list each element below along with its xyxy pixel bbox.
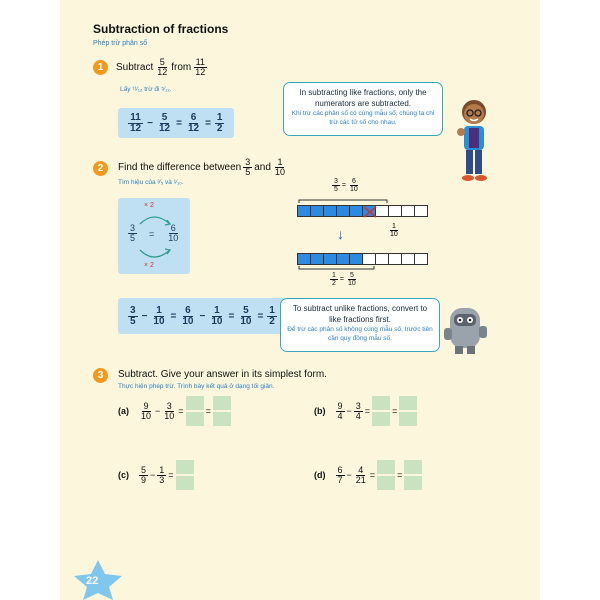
q2-bubble-text: To subtract unlike fractions, convert to like fractions first. xyxy=(292,304,428,324)
bar-cell xyxy=(323,253,337,265)
q1-bubble-text: In subtracting like fractions, only the numerators are subtracted. xyxy=(299,88,427,108)
question-1-vn: Lấy ¹¹⁄₁₂ trừ đi ⁵⁄₁₂. xyxy=(120,86,172,93)
q2-bubble-text-vn: Để trừ các phân số không cùng mẫu số, trước tiên cần quy đồng mẫu số. xyxy=(287,326,433,342)
robot-character-illustration xyxy=(442,302,490,358)
bar-cell xyxy=(388,253,402,265)
question-2-prompt xyxy=(118,158,289,177)
exercise-a: (a) $\frac{9}{10}$ − $\frac{3}{10}$ = = xyxy=(118,396,233,426)
q1-prompt-a: Subtract xyxy=(116,62,154,73)
exercise-d: (d) $\frac{6}{7}$ − $\frac{4}{21}$ = = xyxy=(314,460,424,490)
fraction-bar-1 xyxy=(298,205,428,217)
bar-cell xyxy=(297,205,311,217)
answer-box-b1[interactable] xyxy=(372,396,390,426)
bar-cell xyxy=(349,205,363,217)
bar-cell xyxy=(349,253,363,265)
question-3-number: 3 xyxy=(93,368,108,383)
answer-box-a1[interactable] xyxy=(186,396,204,426)
q1-eq-result: $\frac{1}{2}$ xyxy=(216,111,223,134)
bar-cell xyxy=(310,205,324,217)
fraction-bar-2 xyxy=(298,253,428,265)
q2-prompt-b: and xyxy=(254,162,271,173)
q2-fraction-2: $\frac{1}{10}$ xyxy=(274,157,285,177)
bar-cell xyxy=(297,253,311,265)
answer-box-d2[interactable] xyxy=(404,460,422,490)
bar-top-brace xyxy=(298,196,388,204)
q1-equation-box: $\frac{11}{12}$ − $\frac{5}{12}$ = $\frac{6}{12}$ = $\frac{1}{2}$ xyxy=(118,108,234,138)
q1-bubble-text-vn: Khi trừ các phân số có cùng mẫu số, chúng ta chỉ trừ các tử số cho nhau. xyxy=(291,110,435,126)
bar-cell xyxy=(401,253,415,265)
q2-prompt-a: Find the difference between xyxy=(118,162,242,173)
bar-cell xyxy=(375,253,389,265)
q1-eq-b: $\frac{5}{12}$ xyxy=(158,111,171,134)
bar-cell xyxy=(388,205,402,217)
bar-cell xyxy=(362,205,376,217)
q1-fraction-1: $\frac{5}{12}$ xyxy=(157,57,168,77)
bar-cell xyxy=(414,253,428,265)
q2-fraction-1: $\frac{3}{5}$ xyxy=(245,157,251,177)
answer-box-b2[interactable] xyxy=(399,396,417,426)
bar-cell xyxy=(323,205,337,217)
bar-top-label: $\frac{3}{5}$ = $\frac{6}{10}$ xyxy=(334,178,358,193)
q1-eq-c: $\frac{6}{12}$ xyxy=(187,111,200,134)
multiplier-top-label: × 2 xyxy=(144,202,154,209)
exercise-b: (b) $\frac{9}{4}$ − $\frac{3}{4}$ = = xyxy=(314,396,419,426)
bar-cross-label: $\frac{1}{10}$ xyxy=(390,223,398,239)
page-subtitle: Phép trừ phân số xyxy=(93,40,148,47)
question-1-number: 1 xyxy=(93,60,108,75)
answer-box-d1[interactable] xyxy=(377,460,395,490)
q2-speech-bubble xyxy=(280,298,440,352)
multiplier-bottom-label: × 2 xyxy=(144,262,154,269)
equivalent-fraction-equation: $\frac{3}{5}$ = $\frac{6}{10}$ xyxy=(130,223,179,243)
bar-bottom-label: $\frac{1}{2}$ = $\frac{5}{10}$ xyxy=(332,272,356,287)
down-arrow: ↓ xyxy=(337,226,344,242)
exercise-c: (c) $\frac{5}{9}$ − $\frac{1}{3}$ = xyxy=(118,460,196,490)
q1-eq-a: $\frac{11}{12}$ xyxy=(130,111,142,134)
question-3-prompt: Subtract. Give your answer in its simplest form. xyxy=(118,369,327,380)
q1-fraction-2: $\frac{11}{12}$ xyxy=(195,57,206,77)
equivalent-fraction-box xyxy=(118,198,190,274)
question-1-prompt xyxy=(116,58,209,77)
bar-cell xyxy=(375,205,389,217)
bar-cell xyxy=(362,253,376,265)
bar-cell xyxy=(336,205,350,217)
bar-cell xyxy=(401,205,415,217)
question-2-vn: Tìm hiệu của ³⁄₅ và ¹⁄₁₀. xyxy=(118,179,184,186)
answer-box-a2[interactable] xyxy=(213,396,231,426)
bar-cell xyxy=(414,205,428,217)
bar-cell xyxy=(310,253,324,265)
q1-prompt-b: from xyxy=(171,62,192,73)
q2-equation-box: $\frac{3}{5}$ − $\frac{1}{10}$ = $\frac{6}{10}$ − $\frac{1}{10}$ = $\frac{5}{10}$ = $\frac{1}{2}$ xyxy=(118,298,287,334)
bar-cell xyxy=(336,253,350,265)
boy-character-illustration xyxy=(452,96,496,186)
answer-box-c1[interactable] xyxy=(176,460,194,490)
page-title: Subtraction of fractions xyxy=(93,22,229,36)
question-2-number: 2 xyxy=(93,161,108,176)
page-number: 22 xyxy=(86,575,99,587)
question-3-vn: Thực hiện phép trừ. Trình bày kết quả ở dạng tối giản. xyxy=(118,383,275,390)
q1-speech-bubble xyxy=(283,82,443,136)
